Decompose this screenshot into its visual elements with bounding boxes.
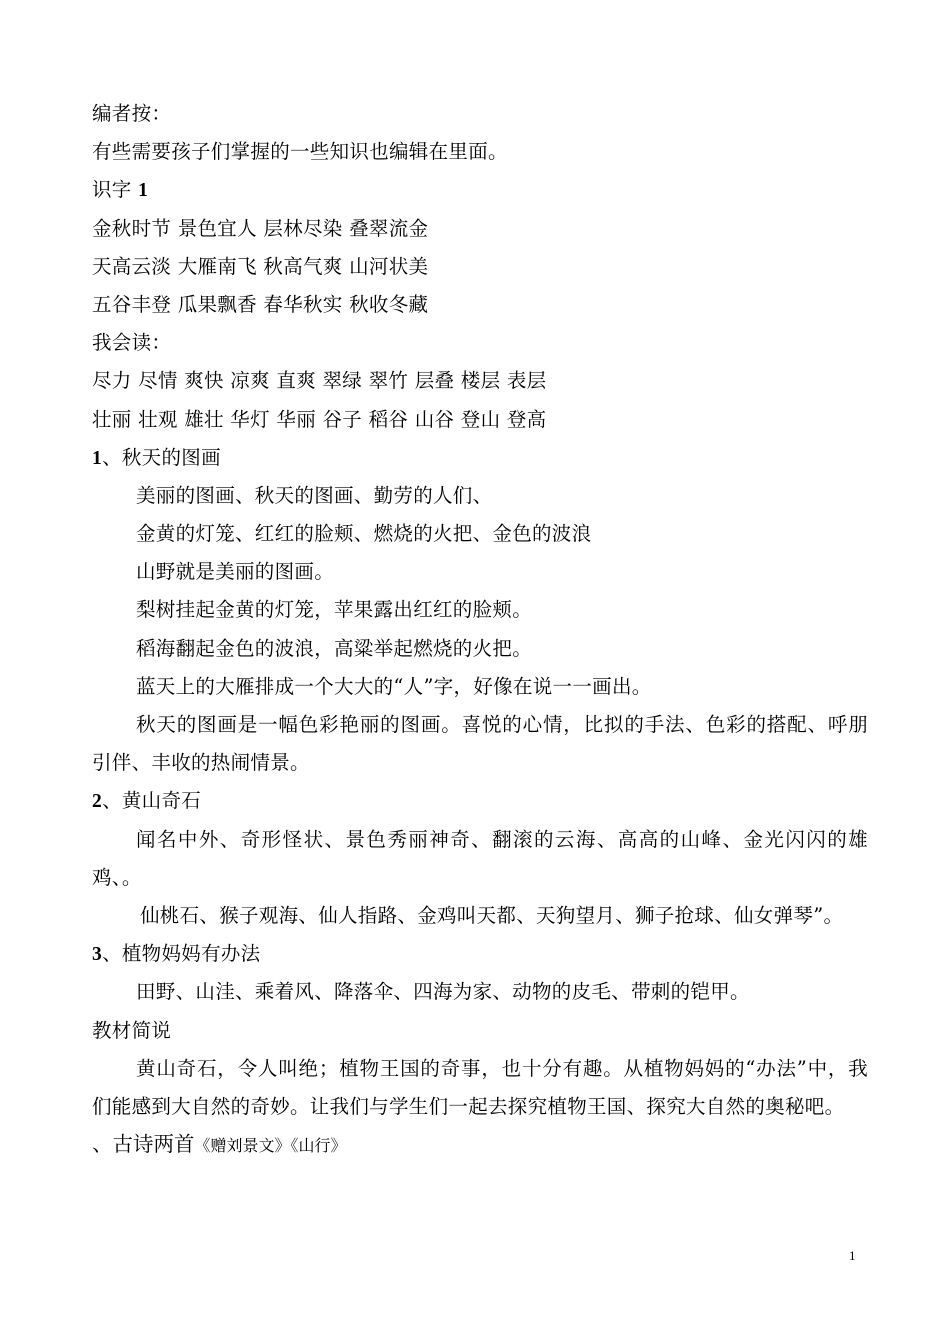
lesson1-line: 山野就是美丽的图画。	[136, 560, 335, 584]
shizi-heading	[92, 171, 868, 209]
document-page	[92, 95, 868, 1166]
lesson1-line: 美丽的图画、秋天的图画、勤劳的人们、	[136, 483, 493, 507]
shizi-heading-text: 识字	[92, 178, 139, 202]
lesson2-title: 、黄山奇石	[102, 789, 202, 813]
poems-heading	[92, 1124, 868, 1166]
poems-titles: 《赠刘景文》《山行》	[194, 1136, 347, 1156]
lesson3-title: 、植物妈妈有办法	[102, 942, 261, 966]
textbook-paragraph: 黄山奇石，令人叫绝；植物王国的奇事，也十分有趣。从植物妈妈的“办法”中，我们能感到大自然的奇妙。让我们与学生们一起去探究植物王国、探究大自然的奥秘吧。	[92, 1056, 868, 1118]
read-line: 尽力 尽情 爽快 凉爽 直爽 翠绿 翠竹 层叠 楼层 表层	[92, 369, 547, 393]
lesson1-heading	[92, 439, 868, 477]
shizi-line: 金秋时节 景色宜人 层林尽染 叠翠流金	[92, 216, 429, 240]
lesson3-line: 田野、山洼、乘着风、降落伞、四海为家、动物的皮毛、带刺的铠甲。	[136, 980, 750, 1004]
shizi-line: 天高云淡 大雁南飞 秋高气爽 山河状美	[92, 254, 429, 278]
shizi-heading-number: 1	[138, 180, 149, 202]
lesson2-heading	[92, 782, 868, 820]
lesson1-line: 金黄的灯笼、红红的脸颊、燃烧的火把、金色的波浪	[136, 522, 592, 546]
lesson3-heading	[92, 935, 868, 973]
poems-lead: 、古诗两首	[92, 1132, 195, 1157]
editor-note-label: 编者按：	[92, 102, 172, 125]
read-line: 壮丽 壮观 雄壮 华灯 华丽 谷子 稻谷 山谷 登山 登高	[92, 407, 547, 431]
shizi-line: 五谷丰登 瓜果飘香 春华秋实 秋收冬藏	[92, 292, 429, 316]
lesson1-number: 1	[92, 447, 103, 469]
lesson1-line: 梨树挂起金黄的灯笼，苹果露出红红的脸颊。	[136, 598, 533, 622]
lesson1-title: 、秋天的图画	[102, 445, 221, 469]
lesson1-paragraph: 秋天的图画是一幅色彩艳丽的图画。喜悦的心情，比拟的手法、色彩的搭配、呼朋引伴、丰收的热闹情景。	[92, 713, 868, 775]
lesson3-number: 3	[92, 944, 103, 966]
lesson1-line: 稻海翻起金色的波浪，高粱举起燃烧的火把。	[136, 636, 533, 660]
textbook-label: 教材简说	[92, 1018, 172, 1042]
lesson1-line: 蓝天上的大雁排成一个大大的“人”字，好像在说一一画出。	[136, 674, 652, 698]
page-number: 1	[849, 1248, 856, 1263]
lesson2-number: 2	[92, 791, 103, 813]
editor-note-text: 有些需要孩子们掌握的一些知识也编辑在里面。	[92, 140, 508, 164]
read-label: 我会读：	[92, 331, 172, 355]
lesson2-paragraph: 仙桃石、猴子观海、仙人指路、金鸡叫天都、天狗望月、狮子抢球、仙女弹琴”。	[140, 904, 844, 927]
lesson2-paragraph: 闻名中外、奇形怪状、景色秀丽神奇、翻滚的云海、高高的山峰、金光闪闪的雄鸡、。	[92, 827, 868, 889]
